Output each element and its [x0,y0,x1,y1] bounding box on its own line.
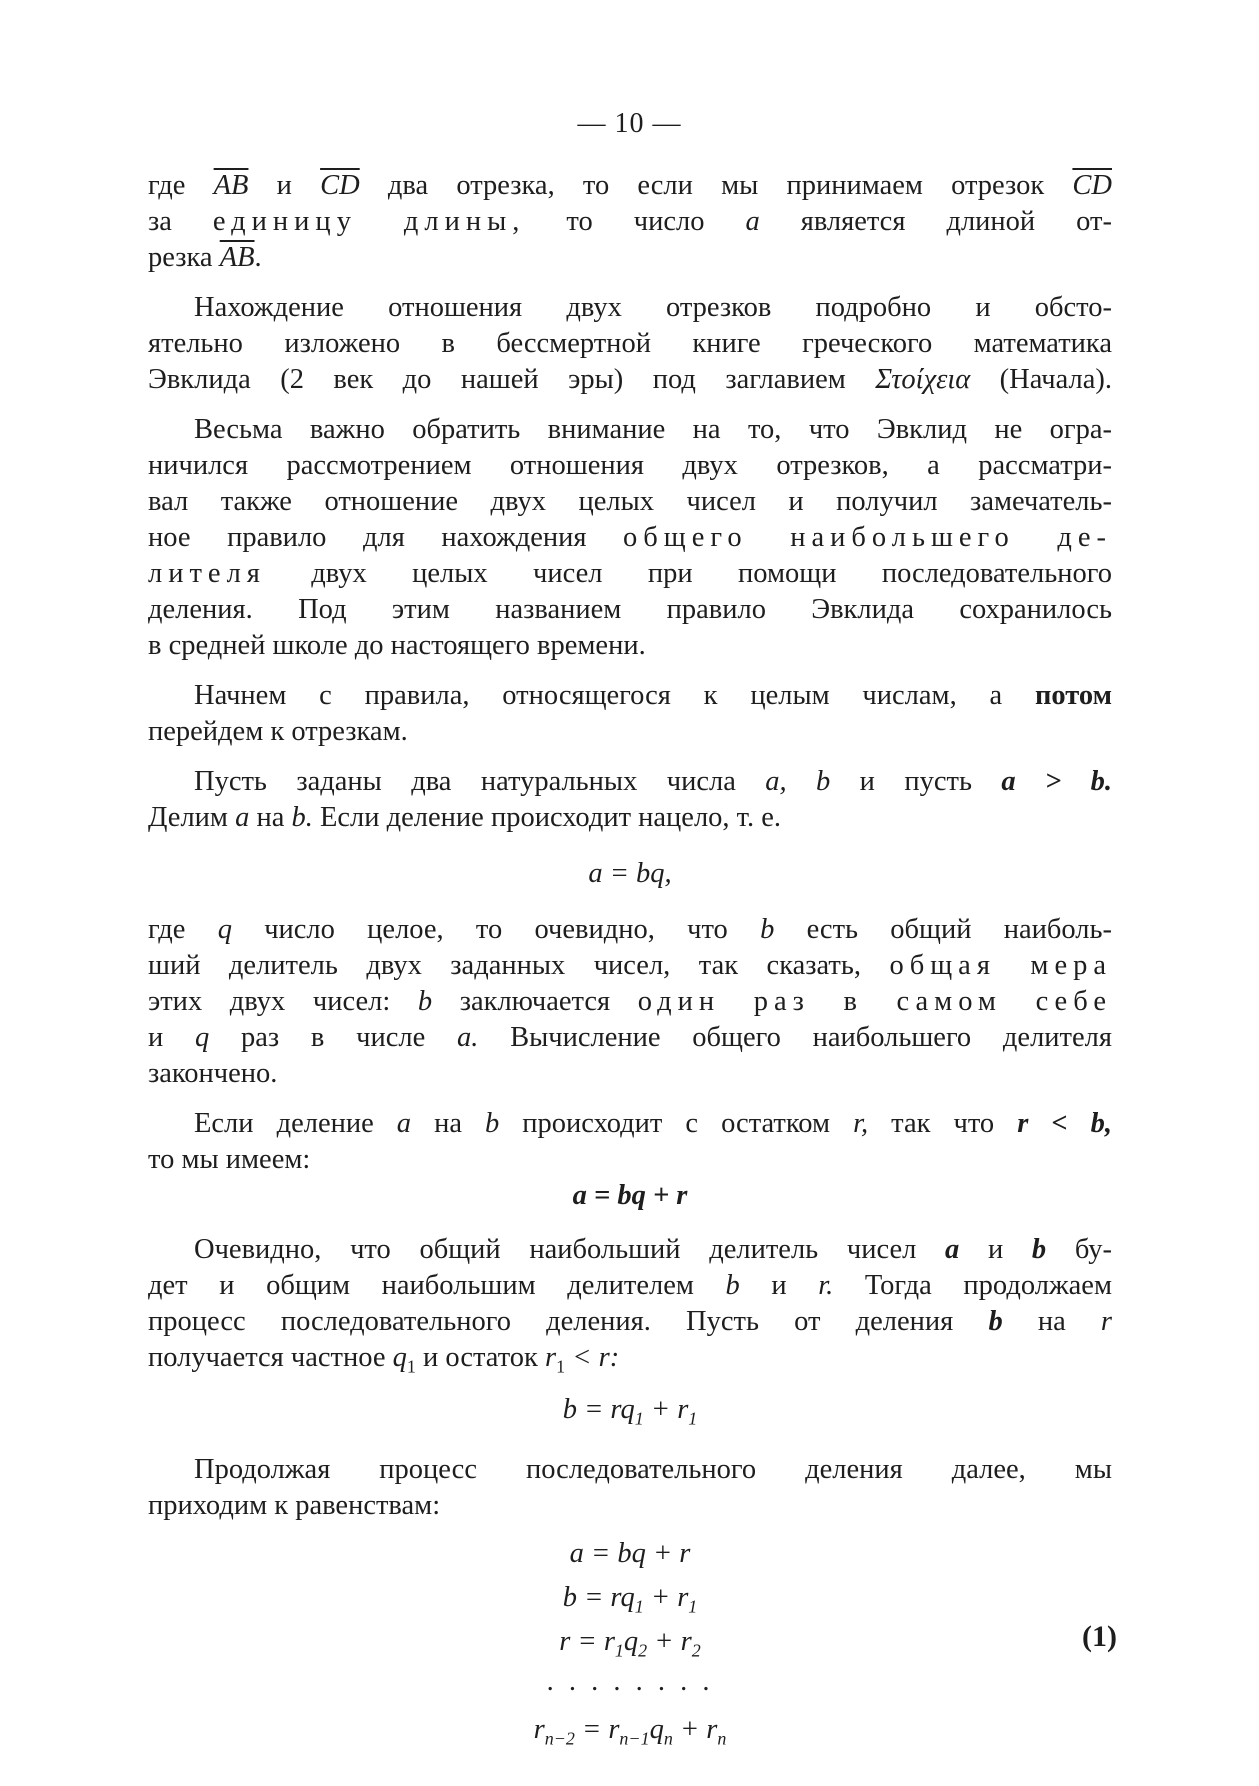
text-line-15: перейдем к отрезкам. [148,716,408,747]
system-eq-2: $b = rq_1 + r_1$ [562,1582,698,1617]
text-line-24: то мы имеем: [148,1144,311,1175]
system-eq-4: $r_{n-2} = r_{n-1}q_n + r_n$ [533,1714,727,1749]
text-line-17: Делим a на b. Если деление происходит нацело, т. е. [148,802,782,833]
text-line-11: лителя двух целых чисел при помощи последовательного [148,558,1112,589]
text-line-16: Пусть заданы два натуральных числа a, b и пусть a > b. [194,766,1113,797]
text-line-7: Весьма важно обратить внимание на то, что Эвклид не огра- [194,414,1112,445]
text-line-19: ший делитель двух заданных чисел, так сказать, общая мера [148,950,1112,981]
text-line-28: получается частное $q_1$ и остаток $r_1 < r$: [148,1342,620,1377]
text-line-23: Если деление a на b происходит с остатком r, так что r < b, [194,1108,1112,1139]
text-line-26: дет и общим наибольшим делителем b и r. Тогда продолжаем [148,1270,1112,1301]
page-number: — 10 — [577,108,682,139]
equation-2: a = bq + r [572,1180,688,1211]
text-line-2: за единицу длины, то число a является длиной от- [148,206,1112,237]
text-line-9: вал также отношение двух целых чисел и получил замечатель- [148,486,1112,517]
equation-1: a = bq, [588,858,672,889]
text-line-1: где $\overline{AB}$ и $\overline{CD}$ два отрезка, то если мы принимаем отрезок $\overline{CD}$ [148,170,1112,201]
equation-number: (1) [1082,1620,1117,1653]
text-line-30: приходим к равенствам: [148,1490,441,1521]
text-line-27: процесс последовательного деления. Пусть от деления b на r [148,1306,1112,1337]
text-line-21: и q раз в числе a. Вычисление общего наибольшего делителя [148,1022,1112,1053]
text-line-5: ятельно изложено в бессмертной книге греческого математика [148,328,1112,359]
text-line-20: этих двух чисел: b заключается один раз в самом себе [148,986,1112,1017]
text-line-6: Эвклида (2 век до нашей эры) под заглавием Στοίχεια (Начала). [148,364,1112,395]
text-line-18: где q число целое, то очевидно, что b есть общий наиболь- [148,914,1113,945]
text-line-10: ное правило для нахождения общего наибольшего де- [148,522,1112,553]
system-dots: . . . . . . . . [546,1666,714,1697]
text-line-4: Нахождение отношения двух отрезков подробно и обсто- [194,292,1112,323]
text-line-8: ничился рассмотрением отношения двух отрезков, а рассматри- [148,450,1112,481]
text-line-3: резка $\overline{AB}$. [148,242,262,273]
text-line-14: Начнем с правила, относящегося к целым числам, а потом [194,680,1112,711]
text-line-12: деления. Под этим названием правило Эвклида сохранилось [148,594,1112,625]
text-line-29: Продолжая процесс последовательного деления далее, мы [194,1454,1112,1485]
system-eq-1: a = bq + r [569,1538,691,1569]
text-line-22: закончено. [148,1058,278,1089]
equation-3: $b = rq_1 + r_1$ [562,1394,698,1429]
text-line-13: в средней школе до настоящего времени. [148,630,646,661]
text-line-25: Очевидно, что общий наибольший делитель чисел a и b бу- [194,1234,1112,1265]
system-eq-3: $r = r_1q_2 + r_2$ [559,1626,701,1661]
